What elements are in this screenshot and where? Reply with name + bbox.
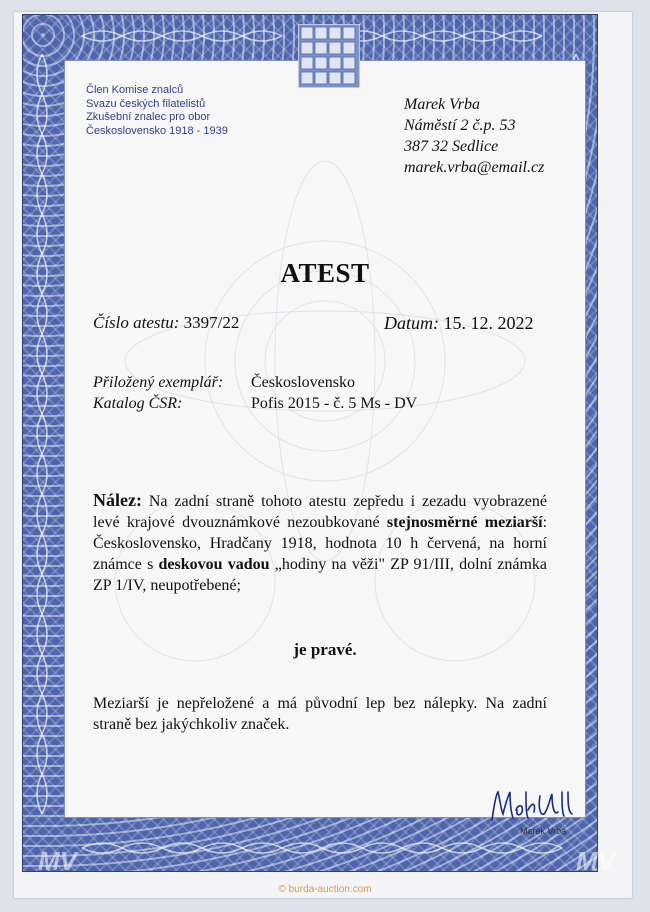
finding-text: Na zadní straně tohoto atestu zepředu i zezadu vyobrazené levé krajové dvouznámkové nezoubkované bbox=[93, 493, 547, 531]
catalog-label bbox=[93, 395, 182, 413]
finding-label: Nález: bbox=[93, 490, 142, 510]
finding-text: „hodiny na věži" ZP 91/III, dolní známka ZP 1/IV, neupotřebené; bbox=[93, 556, 547, 594]
catalog-value: Pofis 2015 - č. 5 Ms - DV bbox=[251, 395, 418, 412]
certificate-title: ATEST bbox=[280, 258, 370, 288]
date-label: Datum: bbox=[384, 313, 439, 333]
contact-street: Náměstí 2 č.p. 53 bbox=[404, 117, 516, 134]
stamp-grid-icon bbox=[298, 24, 360, 88]
number-row bbox=[93, 313, 239, 333]
mv-logo-right: MV bbox=[576, 846, 615, 876]
issuer-block bbox=[86, 84, 228, 138]
finding-bold: stejnosměrné meziarší bbox=[386, 514, 543, 531]
number-value: 3397/22 bbox=[183, 313, 240, 332]
contact-city: 387 32 Sedlice bbox=[404, 138, 499, 155]
issuer-line: Zkušební znalec pro obor bbox=[86, 111, 211, 123]
date-value: 15. 12. 2022 bbox=[443, 313, 534, 333]
issuer-line: Člen Komise znalců bbox=[86, 84, 184, 96]
verdict: je pravé. bbox=[293, 640, 357, 659]
number-label: Číslo atestu: bbox=[93, 313, 180, 332]
item-label-text: Přiložený exemplář: bbox=[93, 374, 224, 391]
issuer-line: Československo 1918 - 1939 bbox=[86, 124, 228, 137]
finding-text: : Československo, Hradčany 1918, hodnota 10 h červená, na horní známce s bbox=[93, 514, 548, 573]
finding-bold: deskovou vadou bbox=[158, 556, 270, 573]
contact-email: marek.vrba@email.cz bbox=[404, 159, 545, 176]
issuer-line: Svazu českých filatelistů bbox=[86, 97, 206, 110]
item-label bbox=[93, 374, 223, 392]
remark-paragraph: Meziarší je nepřeložené a má původní lep bez nálepky. Na zadní straně bez jakýchkoliv značek. bbox=[93, 695, 547, 733]
catalog-label-text: Katalog ČSR: bbox=[93, 395, 183, 412]
item-value: Československo bbox=[251, 374, 355, 391]
watermark: © burda-auction.com bbox=[278, 884, 372, 895]
contact-name: Marek Vrba bbox=[404, 96, 480, 113]
handwritten-signature bbox=[486, 786, 576, 828]
mv-logo-left: MV bbox=[38, 846, 77, 876]
date-row bbox=[384, 313, 534, 334]
signature-name: Marek Vrba bbox=[520, 826, 567, 836]
finding-paragraph bbox=[93, 490, 547, 596]
contact-block bbox=[404, 94, 544, 178]
